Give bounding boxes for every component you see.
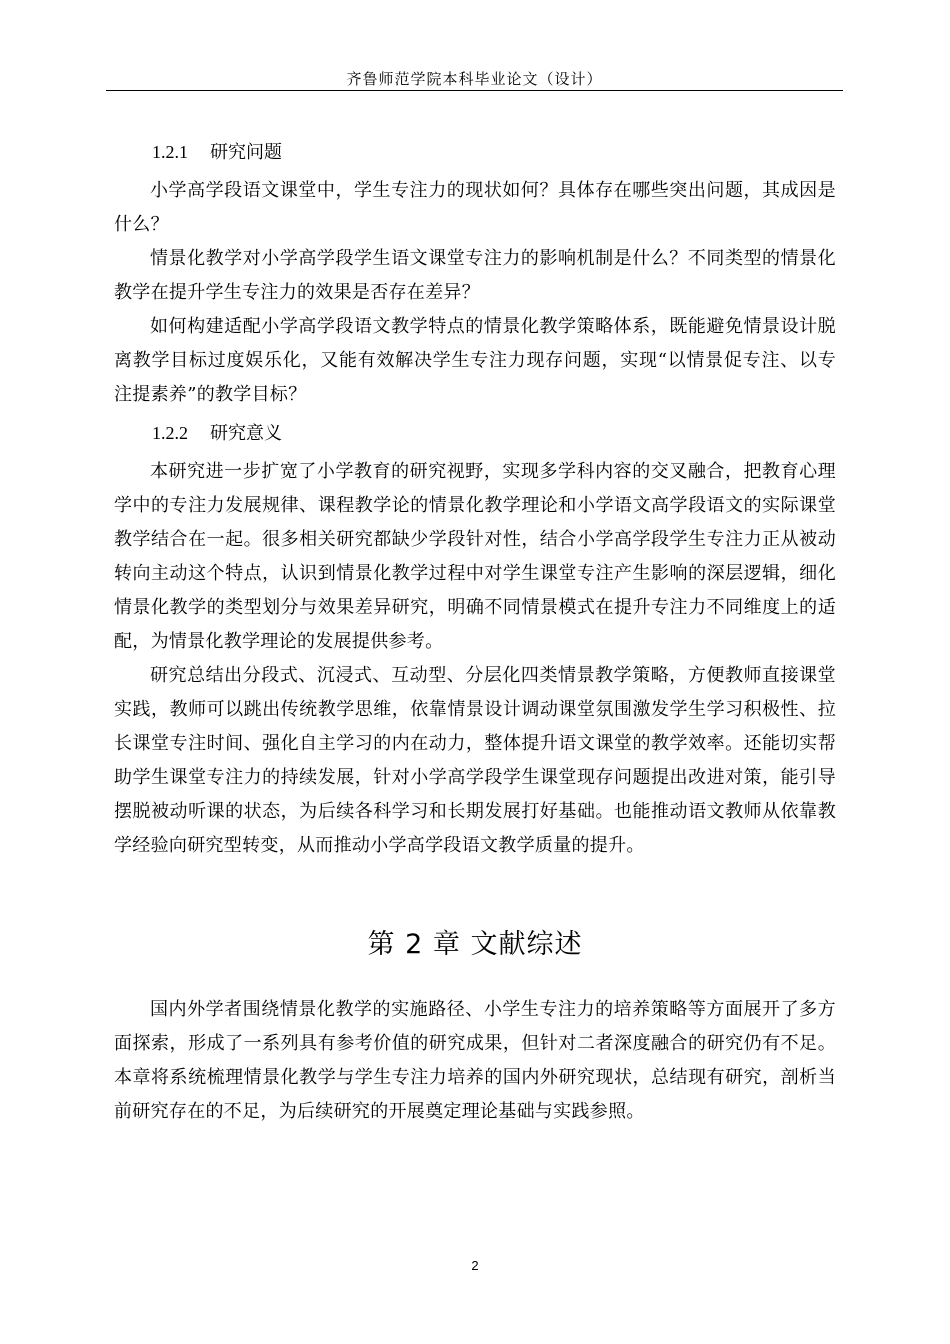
section-number: 1.2.1 xyxy=(152,142,188,162)
page-body xyxy=(114,135,836,1129)
header-rule xyxy=(106,90,843,91)
paragraph: 国内外学者围绕情景化教学的实施路径、小学生专注力的培养策略等方面展开了多方面探索，形成了一系列具有参考价值的研究成果，但针对二者深度融合的研究仍有不足。本章将系统梳理情景化教学与学生专注力培养的国内外研究现状，总结现有研究，剖析当前研究存在的不足，为后续研究的开展奠定理论基础与实践参照。 xyxy=(114,999,836,1122)
paragraph: 如何构建适配小学高学段语文教学特点的情景化教学策略体系，既能避免情景设计脱离教学目标过度娱乐化，又能有效解决学生专注力现存问题，实现“以情景促专注、以专注提素养”的教学目标？ xyxy=(114,316,836,405)
section-title: 研究问题 xyxy=(210,142,282,163)
section-title: 研究意义 xyxy=(210,423,282,444)
page-number: 2 xyxy=(471,1258,479,1273)
section-heading-1-2-1 xyxy=(114,135,836,170)
section-heading-1-2-2 xyxy=(114,416,836,451)
running-header: 齐鲁师范学院本科毕业论文（设计） xyxy=(346,70,603,88)
paragraph: 研究总结出分段式、沉浸式、互动型、分层化四类情景教学策略，方便教师直接课堂实践，教师可以跳出传统教学思维，依靠情景设计调动课堂氛围激发学生学习积极性、拉长课堂专注时间、强化自主学习的内在动力，整体提升语文课堂的教学效率。还能切实帮助学生课堂专注力的持续发展，针对小学高学段学生课堂现存问题提出改进对策，能引导摆脱被动听课的状态，为后续各科学习和长期发展打好基础。也能推动语文教师从依靠教学经验向研究型转变，从而推动小学高学段语文教学质量的提升。 xyxy=(114,665,836,856)
section-number: 1.2.2 xyxy=(152,423,188,443)
paragraph: 小学高学段语文课堂中，学生专注力的现状如何？具体存在哪些突出问题，其成因是什么？ xyxy=(114,180,836,235)
paragraph: 情景化教学对小学高学段学生语文课堂专注力的影响机制是什么？不同类型的情景化教学在提升学生专注力的效果是否存在差异？ xyxy=(114,248,836,303)
chapter-title: 第 2 章 文献综述 xyxy=(367,929,583,960)
paragraph: 本研究进一步扩宽了小学教育的研究视野，实现多学科内容的交叉融合，把教育心理学中的专注力发展规律、课程教学论的情景化教学理论和小学语文高学段语文的实际课堂教学结合在一起。很多相关研究都缺少学段针对性，结合小学高学段学生专注力正从被动转向主动这个特点，认识到情景化教学过程中对学生课堂专注产生影响的深层逻辑，细化情景化教学的类型划分与效果差异研究，明确不同情景模式在提升专注力不同维度上的适配，为情景化教学理论的发展提供参考。 xyxy=(114,461,836,652)
